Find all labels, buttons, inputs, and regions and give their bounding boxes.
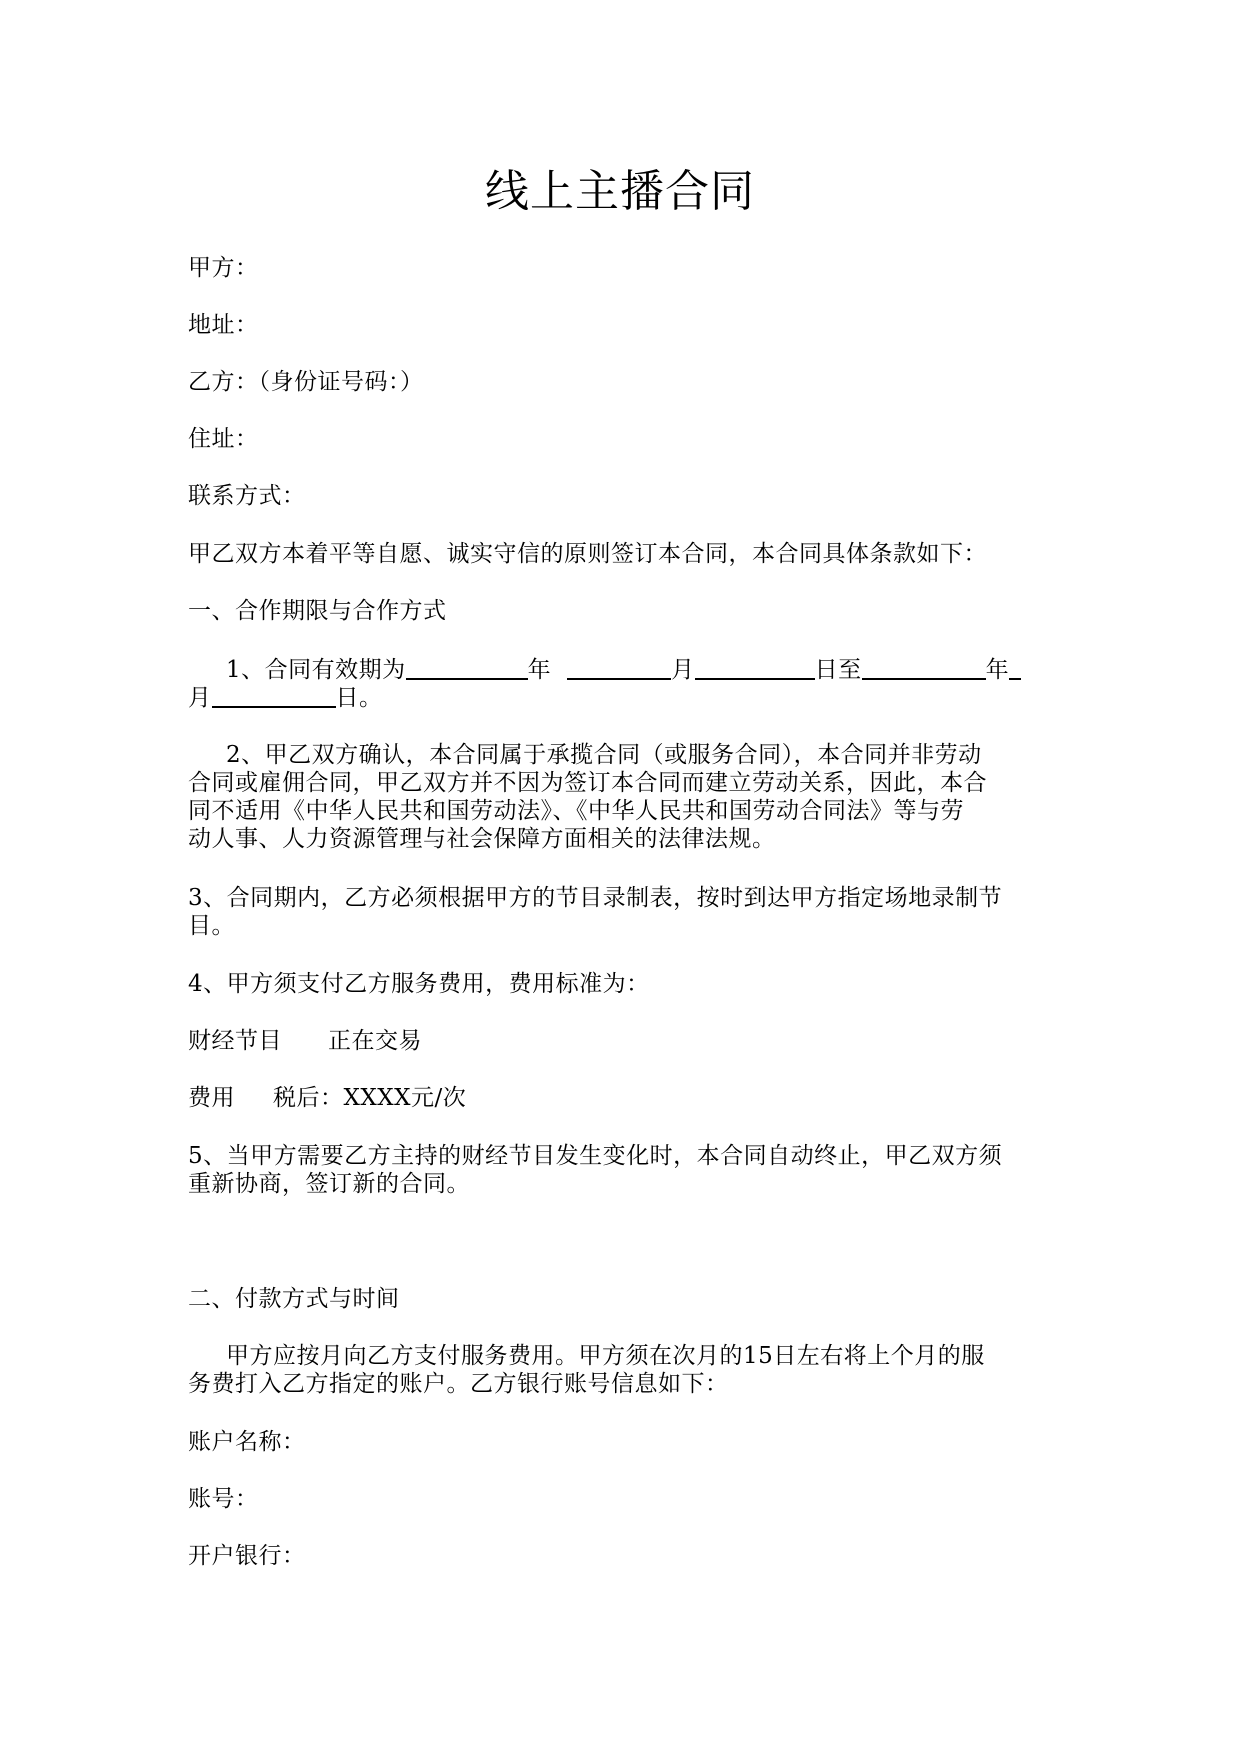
clause-1-day-to: 日至 xyxy=(814,657,862,683)
residence-field: 住址： xyxy=(188,426,259,452)
day-2-blank xyxy=(212,684,336,708)
month-blank xyxy=(567,656,671,680)
intro-paragraph: 甲乙双方本着平等自愿、诚实守信的原则签订本合同，本合同具体条款如下： xyxy=(188,541,987,567)
clause-1-year: 年 xyxy=(527,657,552,683)
payment-line-2: 务费打入乙方指定的账户。乙方银行账号信息如下： xyxy=(188,1371,729,1397)
contact-field: 联系方式： xyxy=(188,483,306,509)
clause-5-line-1: 5、当甲方需要乙方主持的财经节目发生变化时，本合同自动终止，甲乙双方须 xyxy=(188,1143,1003,1169)
payment-line-1: 甲方应按月向乙方支付服务费用。甲方须在次月的15日左右将上个月的服 xyxy=(226,1343,985,1369)
day-blank xyxy=(695,656,815,680)
trailing-blank xyxy=(1009,656,1021,680)
clause-1-prefix: 1、合同有效期为 xyxy=(226,657,406,683)
fee-label: 费用 xyxy=(188,1085,235,1111)
clause-3-line-1: 3、合同期内，乙方必须根据甲方的节目录制表，按时到达甲方指定场地录制节 xyxy=(188,885,1003,911)
section-2-heading: 二、付款方式与时间 xyxy=(188,1286,400,1312)
clause-1-day-2: 日。 xyxy=(335,685,383,711)
clause-1-month-2: 月 xyxy=(188,685,212,711)
clause-2-line-1: 2、甲乙双方确认，本合同属于承揽合同（或服务合同），本合同并非劳动 xyxy=(226,742,982,768)
clause-1-year-2: 年 xyxy=(985,657,1010,683)
clause-1-line-2 xyxy=(188,684,1058,712)
section-1-heading: 一、合作期限与合作方式 xyxy=(188,598,447,624)
party-a-field: 甲方： xyxy=(188,255,259,281)
program-label: 财经节目 xyxy=(188,1028,282,1054)
clause-4: 4、甲方须支付乙方服务费用，费用标准为： xyxy=(188,971,650,997)
address-field: 地址： xyxy=(188,312,259,338)
clause-2-line-2: 合同或雇佣合同，甲乙双方并不因为签订本合同而建立劳动关系，因此，本合 xyxy=(188,770,987,796)
party-b-field: 乙方：（身份证号码：） xyxy=(188,369,424,395)
document-title: 线上主播合同 xyxy=(485,166,755,217)
bank-field: 开户银行： xyxy=(188,1543,306,1569)
clause-2-line-4: 动人事、人力资源管理与社会保障方面相关的法律法规。 xyxy=(188,826,776,852)
clause-3-line-2: 目。 xyxy=(188,913,235,939)
clause-1-month: 月 xyxy=(671,657,695,683)
program-row xyxy=(188,1028,1058,1055)
year-2-blank xyxy=(862,656,986,680)
clause-5-line-2: 重新协商，签订新的合同。 xyxy=(188,1171,470,1197)
account-number-field: 账号： xyxy=(188,1486,259,1512)
clause-2-line-3: 同不适用《中华人民共和国劳动法》、《中华人民共和国劳动合同法》等与劳 xyxy=(188,798,964,824)
clause-1-line-1 xyxy=(188,656,1058,684)
program-name: 正在交易 xyxy=(328,1028,422,1054)
fee-row xyxy=(188,1085,1058,1112)
year-blank xyxy=(406,656,528,680)
fee-value: 税后：XXXX元/次 xyxy=(273,1085,467,1111)
account-name-field: 账户名称： xyxy=(188,1429,306,1455)
